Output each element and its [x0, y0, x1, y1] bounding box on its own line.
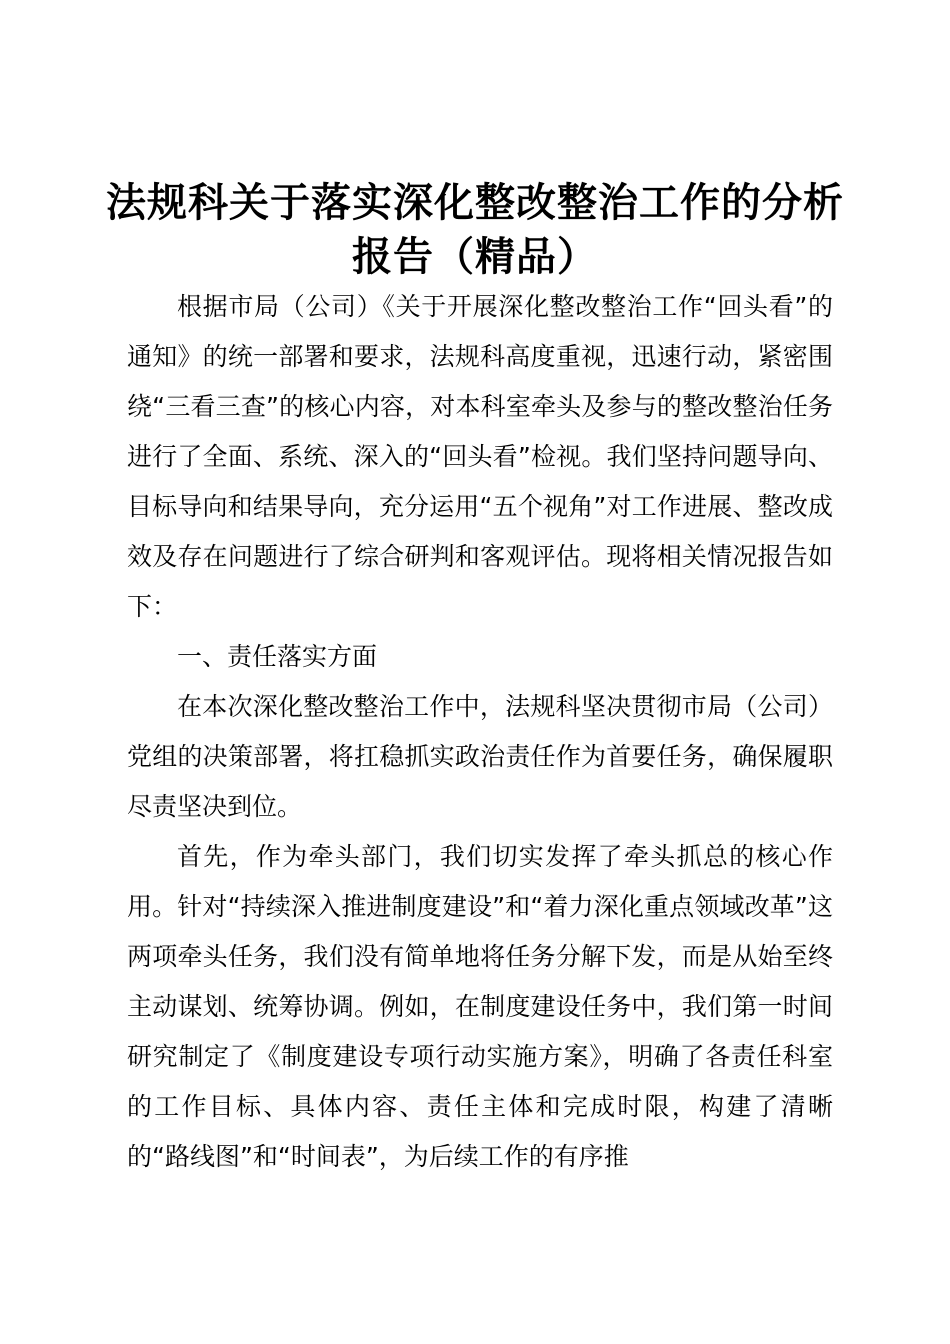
paragraph-responsibility: 在本次深化整改整治工作中，法规科坚决贯彻市局（公司）党组的决策部署，将扛稳抓实政治责任作为首要任务，确保履职尽责坚决到位。: [127, 692, 833, 821]
paragraph-intro: 根据市局（公司）《关于开展深化整改整治工作“回头看”的通知》的统一部署和要求，法规科高度重视，迅速行动，紧密围绕“三看三查”的核心内容，对本科室牵头及参与的整改整治任务进行了全面、系统、深入的“回头看”检视。我们坚持问题导向、目标导向和结果导向，充分运用“五个视角”对工作进展、整改成效及存在问题进行了综合研判和客观评估。现将相关情况报告如下：: [127, 292, 833, 621]
document-title: 法规科关于落实深化整改整治工作的分析报告（精品）: [106, 179, 844, 280]
paragraph-lead-role: 首先，作为牵头部门，我们切实发挥了牵头抓总的核心作用。针对“持续深入推进制度建设”和“着力深化重点领域改革”这两项牵头任务，我们没有简单地将任务分解下发，而是从始至终主动谋划、统筹协调。例如，在制度建设任务中，我们第一时间研究制定了《制度建设专项行动实施方案》，明确了各责任科室的工作目标、具体内容、责任主体和完成时限，构建了清晰的“路线图”和“时间表”，为后续工作的有序推: [127, 842, 833, 1171]
document-body: [127, 282, 833, 1182]
section-heading-responsibility: 一、责任落实方面: [177, 642, 378, 671]
